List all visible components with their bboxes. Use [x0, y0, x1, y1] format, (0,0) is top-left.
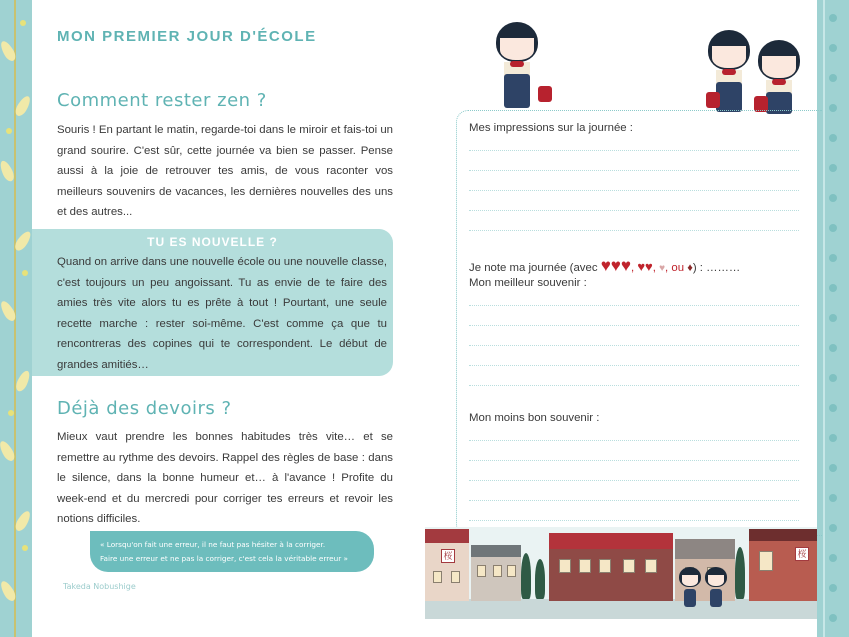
street-scene-illustration [425, 527, 817, 619]
binder-hole [829, 374, 837, 382]
building-roof [425, 529, 469, 543]
quote-author: Takeda Nobushige [63, 582, 136, 591]
binder-hole [829, 584, 837, 592]
binder-hole [829, 554, 837, 562]
writing-line[interactable] [469, 480, 799, 481]
building-roof [471, 545, 521, 557]
building [549, 533, 673, 601]
writing-line[interactable] [469, 150, 799, 151]
binder-hole [829, 434, 837, 442]
building [749, 529, 817, 601]
rating-prefix: Je note ma journée (avec [469, 262, 601, 274]
building [425, 529, 469, 601]
binder-hole [829, 134, 837, 142]
binder-hole [829, 494, 837, 502]
rating-line [469, 256, 740, 276]
building-window [623, 559, 635, 573]
journal-panel [456, 110, 822, 536]
binder-hole [829, 314, 837, 322]
binder-hole [829, 74, 837, 82]
shop-sign: 桜 [441, 549, 455, 563]
left-decorative-border [0, 0, 32, 637]
rating-hearts [600, 256, 693, 275]
binder-hole [829, 284, 837, 292]
two-hearts-icon: ♥♥ [637, 259, 653, 274]
building-window [493, 565, 502, 577]
doll-bag [538, 86, 552, 102]
writing-line[interactable] [469, 460, 799, 461]
leaf-decoration [14, 369, 32, 393]
doll-body [504, 74, 530, 108]
building-window [451, 571, 460, 583]
building-window [433, 571, 442, 583]
doll-scarf [722, 69, 736, 75]
writing-line[interactable] [469, 190, 799, 191]
binder-hole [829, 224, 837, 232]
binder-hole [829, 344, 837, 352]
info-box-new-student [32, 229, 393, 376]
binder-hole [829, 614, 837, 622]
berry-decoration [6, 128, 12, 134]
writing-line[interactable] [469, 210, 799, 211]
doll-body [710, 589, 722, 607]
berry-decoration [22, 270, 28, 276]
binder-hole [829, 254, 837, 262]
doll-scarf [510, 61, 524, 67]
building-window [579, 559, 591, 573]
quote-line-1: « Lorsqu'on fait une erreur, il ne faut pas hésiter à la corriger. [100, 540, 326, 549]
doll-face [500, 38, 534, 60]
building [471, 545, 521, 601]
binder-hole [829, 194, 837, 202]
building-window [645, 559, 657, 573]
info-box-text: Quand on arrive dans une nouvelle école ou une nouvelle classe, c'est toujours un peu angoissant. Tu as envie de te faire des amies très vite alors tu es prête à tout ! Pourtant, une seule recette marche : rester soi-même. C'est comme ça que tu rencontreras des copines qui te correspondent. Le début de grandes amitiés… [57, 256, 387, 371]
writing-line[interactable] [469, 365, 799, 366]
writing-line[interactable] [469, 325, 799, 326]
building-roof [749, 529, 817, 541]
berry-decoration [8, 410, 14, 416]
quote-bubble [90, 531, 374, 572]
berry-decoration [20, 20, 26, 26]
three-hearts-icon: ♥♥♥ [600, 256, 631, 275]
section-heading-zen: Comment rester zen ? [57, 90, 267, 111]
writing-line[interactable] [469, 345, 799, 346]
best-memory-label: Mon meilleur souvenir : [469, 277, 587, 289]
rating-separator: , [630, 262, 638, 274]
cypress-tree [735, 547, 745, 599]
cypress-tree [521, 553, 531, 599]
writing-line[interactable] [469, 440, 799, 441]
section-text-zen: Souris ! En partant le matin, regarde-toi dans le miroir et fais-toi un grand sourire. C'est sûr, cette journée va bien se passer. Pense aussi à la joie de retrouver tes amis, de vous raconter vos meilleurs souvenirs de vacances, les dernières nouvelles des uns et des autres... [57, 124, 393, 218]
quote-line-2: Faire une erreur et ne pas la corriger, c'est cela la véritable erreur » [100, 554, 349, 563]
doll-scarf [772, 79, 786, 85]
binder-hole [829, 464, 837, 472]
building-window [599, 559, 611, 573]
writing-line[interactable] [469, 170, 799, 171]
doll-illustration [703, 567, 733, 611]
info-box-heading: TU ES NOUVELLE ? [147, 235, 278, 249]
doll-face [762, 56, 796, 78]
doll-face [708, 575, 724, 586]
diamond-icon: ♦ [687, 262, 693, 274]
doll-bag [706, 92, 720, 108]
sidewalk [425, 599, 817, 619]
writing-line[interactable] [469, 385, 799, 386]
building-roof [675, 539, 735, 559]
worst-memory-label: Mon moins bon souvenir : [469, 412, 600, 424]
doll-face [682, 575, 698, 586]
binder-hole [829, 524, 837, 532]
cypress-tree [535, 559, 545, 599]
binder-hole [829, 14, 837, 22]
section-heading-homework: Déjà des devoirs ? [57, 398, 232, 419]
rating-separator: , [652, 262, 660, 274]
building-window [559, 559, 571, 573]
building-window [759, 551, 773, 571]
border-line [823, 0, 825, 637]
writing-line[interactable] [469, 500, 799, 501]
binder-hole [829, 164, 837, 172]
one-heart-icon: ♥ [659, 263, 666, 274]
binder-hole [829, 104, 837, 112]
doll-face [712, 46, 746, 68]
writing-line[interactable] [469, 230, 799, 231]
doll-illustration [754, 40, 814, 116]
rating-separator: , ou [665, 262, 688, 274]
impressions-label: Mes impressions sur la journée : [469, 122, 633, 134]
writing-line[interactable] [469, 520, 799, 521]
rating-suffix: ) : ……… [692, 262, 741, 274]
section-text-homework: Mieux vaut prendre les bonnes habitudes très vite… et se remettre au rythme des devoirs. Rappel des règles de base : dans le silence, dans la bonne humeur et… à l'avance ! Profite du week-end et du mercredi pour corriger tes erreurs et revoir les notions difficiles. [57, 431, 393, 525]
shop-sign: 桜 [795, 547, 809, 561]
binder-hole [829, 404, 837, 412]
writing-line[interactable] [469, 305, 799, 306]
doll-body [684, 589, 696, 607]
page-title: MON PREMIER JOUR D'ÉCOLE [57, 28, 317, 45]
doll-illustration [496, 22, 556, 112]
building-roof [549, 533, 673, 549]
building-window [477, 565, 486, 577]
binder-hole [829, 44, 837, 52]
berry-decoration [22, 545, 28, 551]
building-window [507, 565, 516, 577]
